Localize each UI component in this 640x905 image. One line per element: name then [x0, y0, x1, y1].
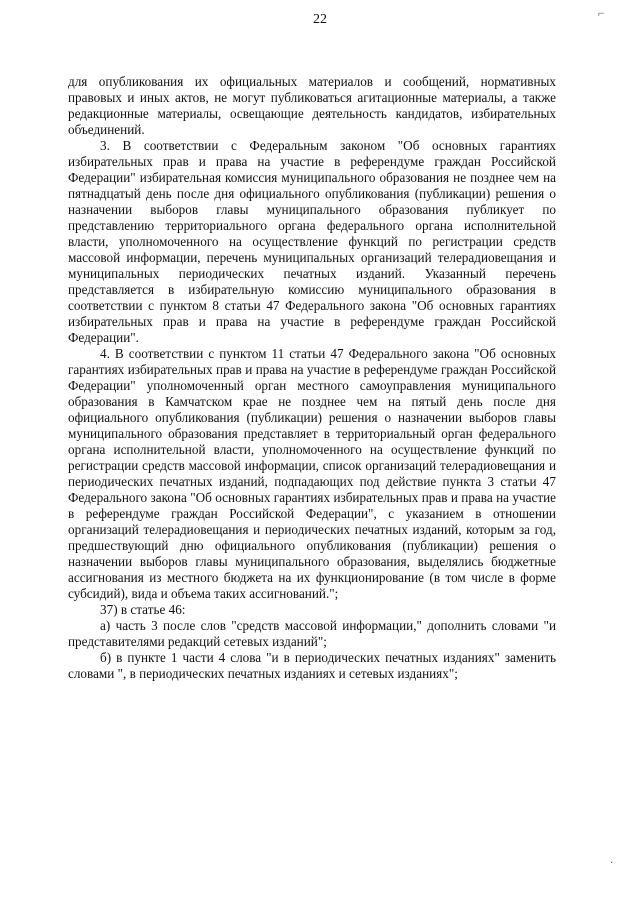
document-body — [68, 74, 556, 682]
scan-mark-top: ⌐ — [598, 6, 605, 20]
scan-mark-bottom: · — [610, 858, 614, 869]
paragraph-item-37: 37) в статье 46: — [100, 602, 186, 617]
paragraph-item-4: 4. В соответствии с пунктом 11 статьи 47 Федерального закона "Об основных гарантиях избирательных прав и права на участие в референдуме граждан Российской Федерации" уполномоченный орган местного самоуправления муниципального образования в Камчатском крае не позднее чем на пятый день после дня официального опубликования (публикации) решения о назначении выборов главы муниципального образования представляет в территориальный орган федерального органа исполнительной власти, уполномоченного на осуществление функций по регистрации средств массовой информации, список организаций телерадиовещания и периодических печатных изданий, подпадающих под действие пункта 3 статьи 47 Федерального закона "Об основных гарантиях избирательных прав и права на участие в референдуме граждан Российской Федерации", с указанием в отношении организаций телерадиовещания и периодических печатных изданий, которым за год, предшествующий дню официального опубликования (публикации) решения о назначении выборов главы муниципального образования, выделялись бюджетные ассигнования из местного бюджета на их функционирование (в том числе в форме субсидий), вида и объема таких ассигнований."; — [68, 346, 556, 601]
paragraph-item-3: 3. В соответствии с Федеральным законом "Об основных гарантиях избирательных прав и права на участие в референдуме граждан Российской Федерации" избирательная комиссия муниципального образования не позднее чем на пятнадцатый день после дня официального опубликования (публикации) решения о назначении выборов главы муниципального образования публикует по представлению территориального органа федерального органа исполнительной власти, уполномоченного на осуществление функций по регистрации средств массовой информации, перечень муниципальных организаций телерадиовещания и муниципальных периодических печатных изданий. Указанный перечень представляется в избирательную комиссию муниципального образования в соответствии с пунктом 8 статьи 47 Федерального закона "Об основных гарантиях избирательных прав и права на участие в референдуме граждан Российской Федерации". — [68, 138, 556, 345]
page-number: 22 — [313, 12, 327, 27]
paragraph-subitem-a: а) часть 3 после слов "средств массовой информации," дополнить словами "и представителями редакций сетевых изданий"; — [68, 618, 556, 649]
paragraph-continuation: для опубликования их официальных материалов и сообщений, нормативных правовых и иных актов, не могут публиковаться агитационные материалы, а также редакционные материалы, освещающие деятельность кандидатов, избирательных объединений. — [68, 74, 556, 137]
paragraph-subitem-b: б) в пункте 1 части 4 слова "и в периодических печатных изданиях" заменить словами ", в периодических печатных изданиях и сетевых изданиях"; — [68, 650, 556, 681]
